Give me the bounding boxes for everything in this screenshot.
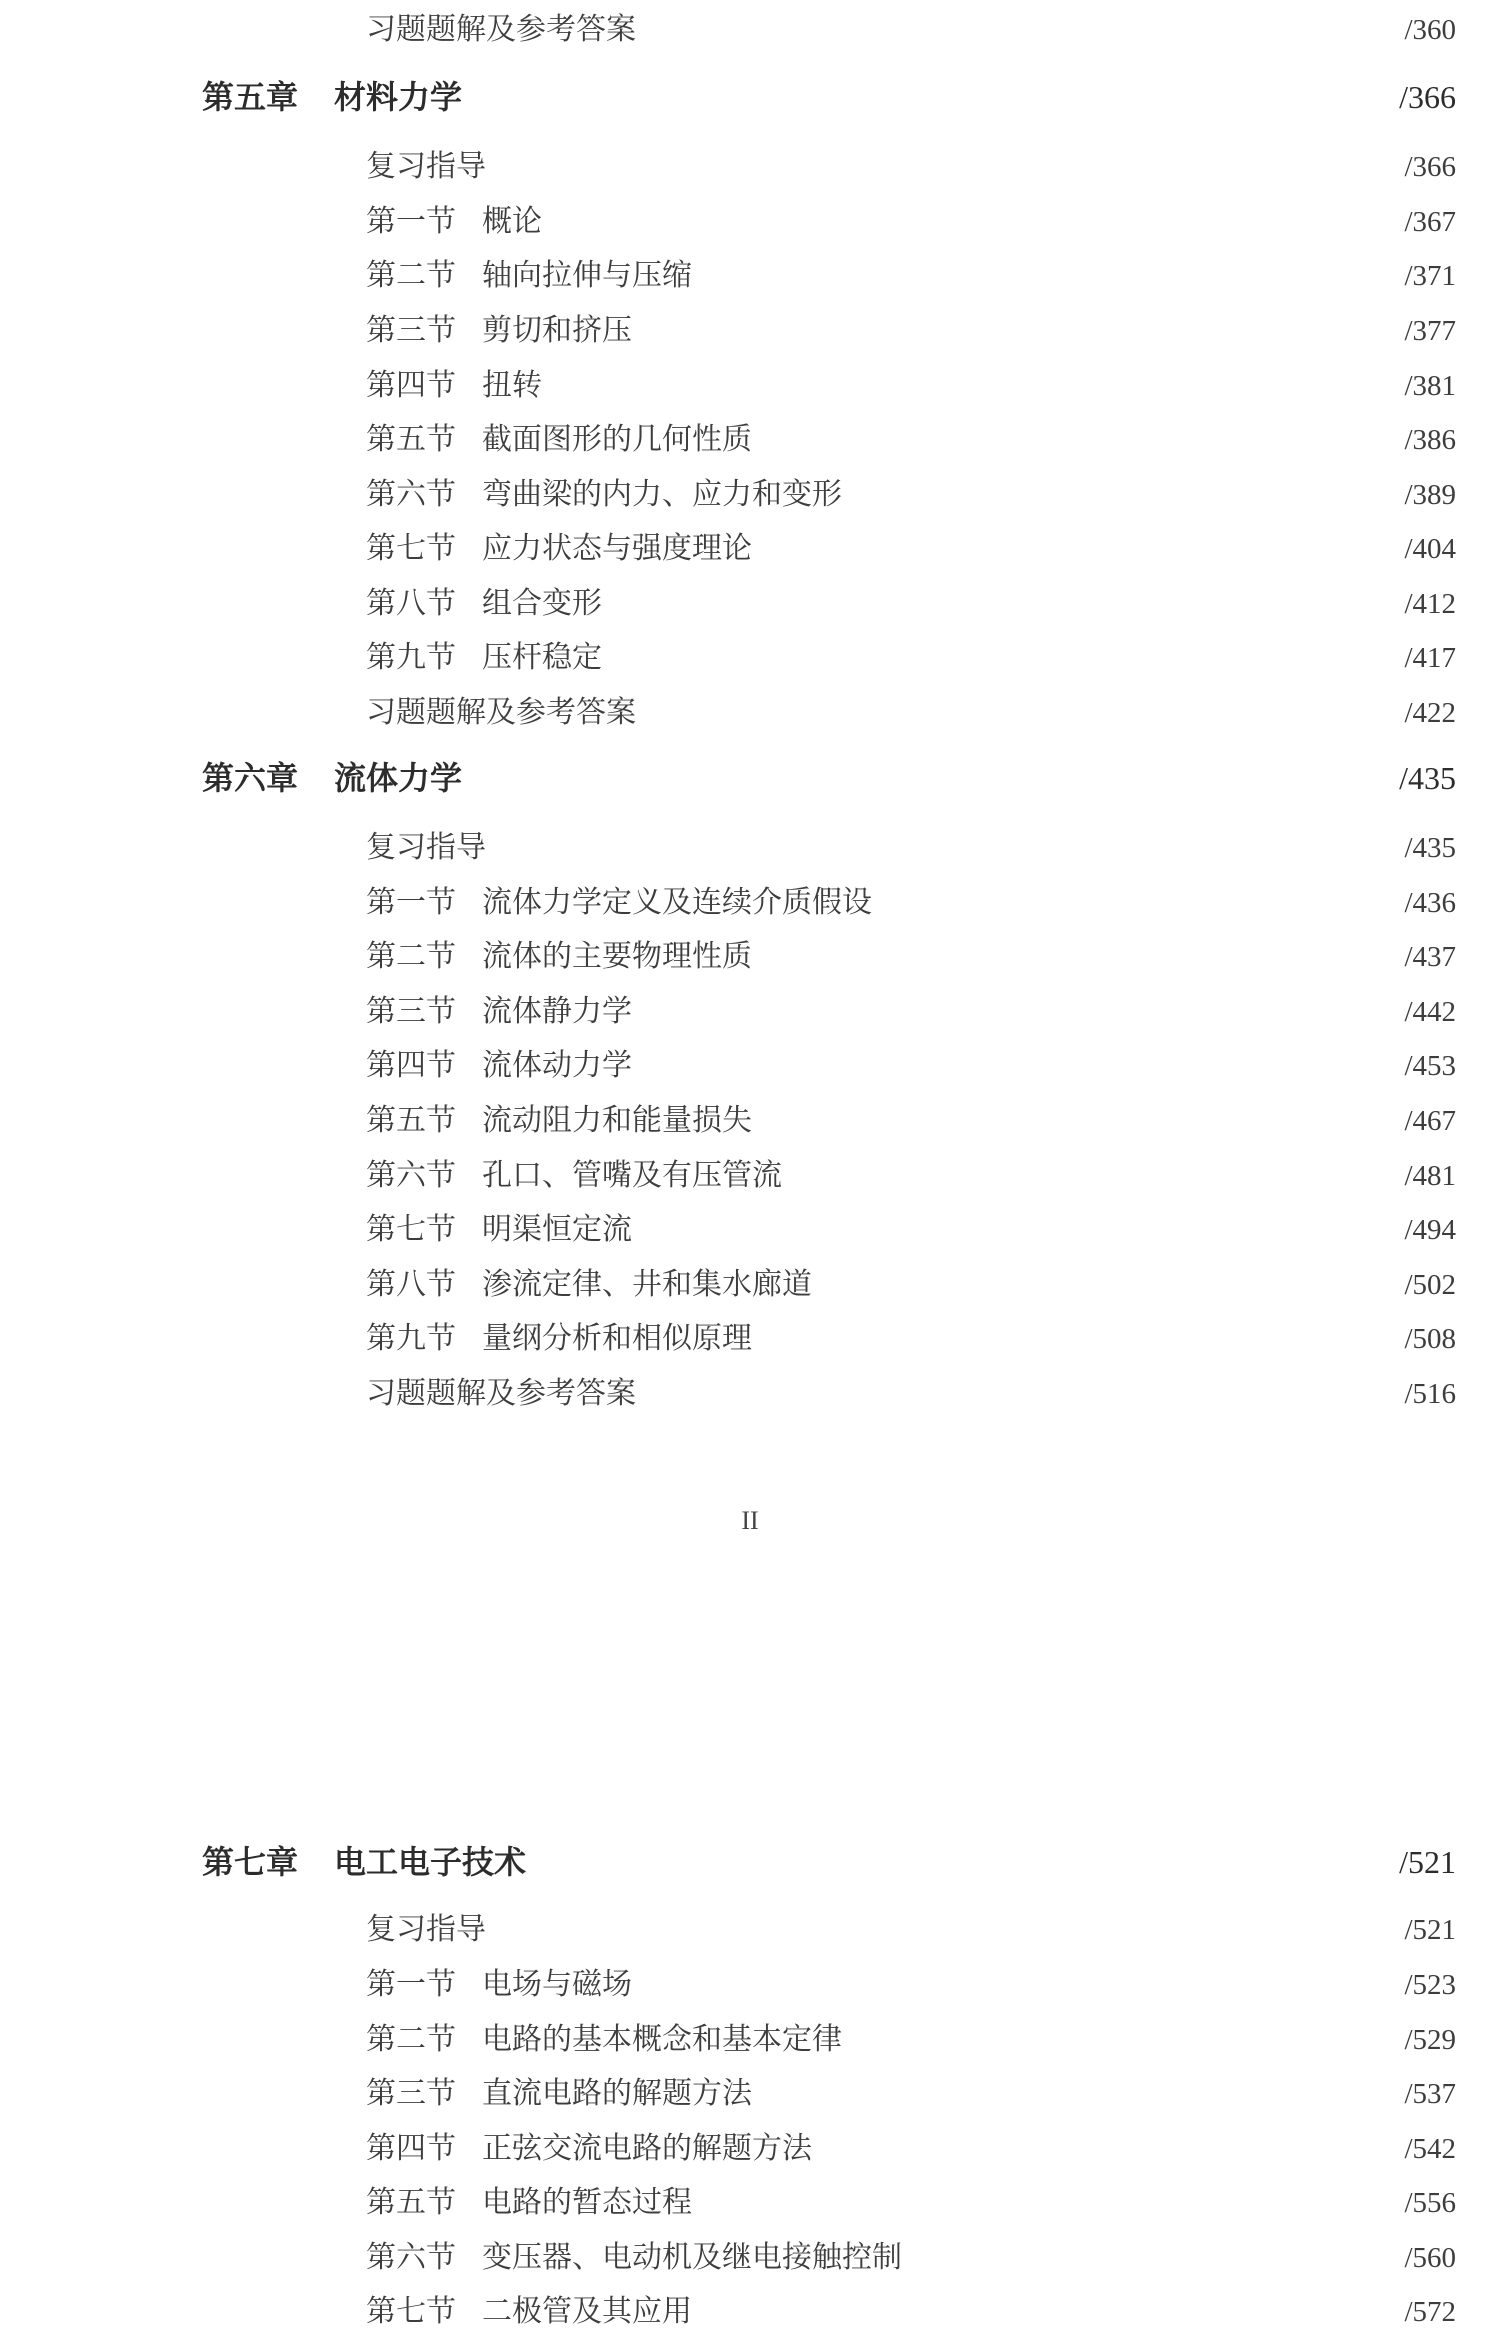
toc-section[interactable] [0,576,1500,632]
section-title: 电路的暂态过程 [482,2185,692,2220]
page-number: /494 [1404,1214,1456,1246]
section-number: 第七节 [366,1212,456,1247]
section-title: 轴向拉伸与压缩 [482,258,692,293]
toc-section[interactable] [0,2121,1500,2177]
section-number: 第九节 [366,1321,456,1356]
page-number: /386 [1404,424,1456,456]
page-number: /467 [1404,1105,1456,1137]
chapter-title: 电工电子技术 [334,1843,527,1881]
page-number: /516 [1404,1378,1456,1410]
page-number: /422 [1404,697,1456,729]
chapter-title: 流体力学 [334,759,463,797]
toc-section[interactable] [0,467,1500,523]
toc-section[interactable] [0,1311,1500,1367]
section-number: 第七节 [366,531,456,566]
section-title: 正弦交流电路的解题方法 [482,2131,812,2166]
entry-title: 复习指导 [366,1912,486,1947]
page-number: /417 [1404,642,1456,674]
toc-section[interactable] [0,194,1500,250]
toc-section[interactable] [0,1202,1500,1258]
section-title: 流体力学定义及连续介质假设 [482,885,872,920]
page-number: /377 [1404,315,1456,347]
toc-section[interactable] [0,929,1500,985]
page-number: /529 [1404,2024,1456,2056]
page-number: /367 [1404,206,1456,238]
toc-section[interactable] [0,2284,1500,2340]
toc-section[interactable] [0,875,1500,931]
toc-entry[interactable] [0,820,1500,876]
page-number: /366 [1404,151,1456,183]
page-number: /360 [1404,14,1456,46]
toc-section[interactable] [0,358,1500,414]
section-title: 截面图形的几何性质 [482,422,752,457]
section-number: 第八节 [366,1267,456,1302]
page-number: /389 [1404,479,1456,511]
chapter-title: 材料力学 [334,78,463,116]
section-number: 第五节 [366,2185,456,2220]
section-number: 第二节 [366,2022,456,2057]
section-number: 第四节 [366,1048,456,1083]
entry-title: 习题题解及参考答案 [366,12,636,47]
page-number: /502 [1404,1269,1456,1301]
section-number: 第三节 [366,2076,456,2111]
page-number: /508 [1404,1323,1456,1355]
page-number: /537 [1404,2078,1456,2110]
toc-section[interactable] [0,303,1500,359]
section-title: 剪切和挤压 [482,313,632,348]
entry-title: 习题题解及参考答案 [366,695,636,730]
page-number: /371 [1404,260,1456,292]
section-title: 直流电路的解题方法 [482,2076,752,2111]
section-title: 弯曲梁的内力、应力和变形 [482,477,842,512]
toc-chapter[interactable] [0,750,1500,806]
section-title: 渗流定律、井和集水廊道 [482,1267,812,1302]
toc-entry[interactable] [0,685,1500,741]
toc-section[interactable] [0,521,1500,577]
section-title: 变压器、电动机及继电接触控制 [482,2240,902,2275]
toc-section[interactable] [0,2012,1500,2068]
toc-section[interactable] [0,248,1500,304]
toc-section[interactable] [0,1093,1500,1149]
section-title: 二极管及其应用 [482,2294,692,2329]
section-title: 电路的基本概念和基本定律 [482,2022,842,2057]
toc-chapter[interactable] [0,1834,1500,1890]
entry-title: 复习指导 [366,149,486,184]
toc-section[interactable] [0,984,1500,1040]
page-number: /542 [1404,2133,1456,2165]
section-title: 扭转 [482,368,542,403]
page-number: /523 [1404,1969,1456,2001]
entry-title: 习题题解及参考答案 [366,1376,636,1411]
section-number: 第五节 [366,422,456,457]
section-number: 第四节 [366,368,456,403]
section-title: 应力状态与强度理论 [482,531,752,566]
page-number: /435 [1399,760,1456,796]
toc-section[interactable] [0,1148,1500,1204]
section-number: 第二节 [366,939,456,974]
chapter-number: 第六章 [202,759,299,797]
page-number: /412 [1404,588,1456,620]
page-number: /521 [1399,1844,1456,1880]
section-number: 第一节 [366,885,456,920]
toc-section[interactable] [0,1257,1500,1313]
toc-section[interactable] [0,1957,1500,2013]
section-number: 第五节 [366,1103,456,1138]
page-number: /560 [1404,2242,1456,2274]
page-number: /572 [1404,2296,1456,2328]
toc-entry[interactable] [0,139,1500,195]
section-number: 第六节 [366,2240,456,2275]
section-number: 第一节 [366,204,456,239]
chapter-number: 第七章 [202,1843,299,1881]
section-number: 第一节 [366,1967,456,2002]
toc-section[interactable] [0,630,1500,686]
section-number: 第九节 [366,640,456,675]
toc-entry[interactable] [0,1366,1500,1422]
page-folio: II [741,1506,759,1535]
section-title: 组合变形 [482,586,602,621]
section-number: 第四节 [366,2131,456,2166]
page-number: /556 [1404,2187,1456,2219]
toc-chapter[interactable] [0,69,1500,125]
section-title: 流体的主要物理性质 [482,939,752,974]
section-title: 电场与磁场 [482,1967,632,2002]
toc-section[interactable] [0,2175,1500,2231]
toc-entry[interactable] [0,2,1500,58]
section-number: 第七节 [366,2294,456,2329]
section-title: 压杆稳定 [482,640,602,675]
page-number: /366 [1399,79,1456,115]
chapter-number: 第五章 [202,78,299,116]
toc-section[interactable] [0,1038,1500,1094]
section-number: 第三节 [366,313,456,348]
page-number: /453 [1404,1050,1456,1082]
page-number: /404 [1404,533,1456,565]
section-title: 概论 [482,204,542,239]
page-number: /436 [1404,887,1456,919]
page-number: /521 [1404,1914,1456,1946]
toc-section[interactable] [0,2066,1500,2122]
toc-section[interactable] [0,412,1500,468]
section-number: 第六节 [366,1158,456,1193]
section-title: 孔口、管嘴及有压管流 [482,1158,782,1193]
section-title: 明渠恒定流 [482,1212,632,1247]
toc-entry[interactable] [0,1902,1500,1958]
page-number: /442 [1404,996,1456,1028]
section-number: 第三节 [366,994,456,1029]
section-title: 量纲分析和相似原理 [482,1321,752,1356]
section-title: 流体静力学 [482,994,632,1029]
section-title: 流体动力学 [482,1048,632,1083]
page-number: /381 [1404,370,1456,402]
page-number: /435 [1404,832,1456,864]
entry-title: 复习指导 [366,830,486,865]
page-number: /481 [1404,1160,1456,1192]
section-number: 第六节 [366,477,456,512]
section-title: 流动阻力和能量损失 [482,1103,752,1138]
toc-section[interactable] [0,2230,1500,2286]
section-number: 第八节 [366,586,456,621]
page-number: /437 [1404,941,1456,973]
section-number: 第二节 [366,258,456,293]
